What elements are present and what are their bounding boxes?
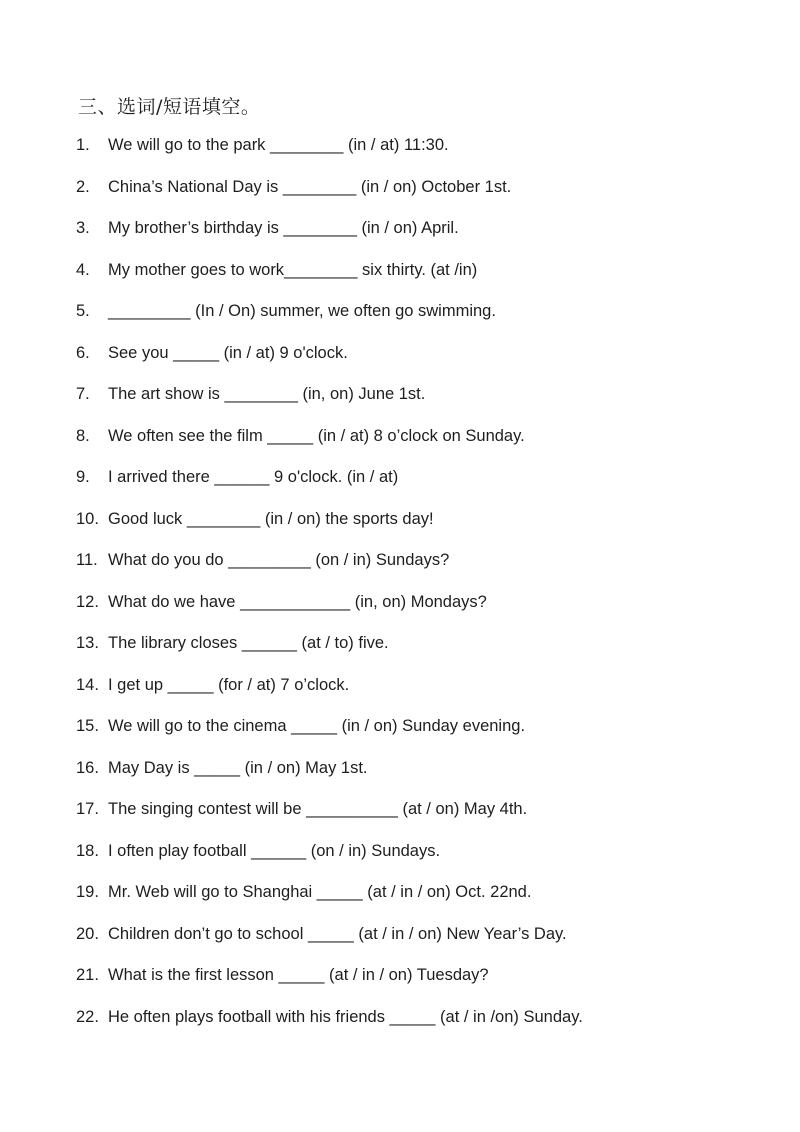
question-text: He often plays football with his friends _____ (at / in /on) Sunday.: [108, 1007, 583, 1026]
question-number: 11.: [76, 551, 98, 569]
question-text: What do we have ____________ (in, on) Mondays?: [108, 592, 487, 611]
question-number: 1.: [76, 136, 90, 154]
question-number: 22.: [76, 1007, 99, 1026]
question-text: See you _____ (in / at) 9 o'clock.: [108, 343, 348, 362]
question-item: [76, 715, 776, 757]
question-text: The library closes ______ (at / to) five.: [108, 634, 389, 652]
question-item: [76, 840, 776, 882]
question-item: [76, 300, 776, 342]
question-item: [76, 383, 776, 425]
question-number: 21.: [76, 966, 99, 984]
question-item: [76, 632, 776, 674]
question-item: [76, 674, 776, 716]
question-item: [76, 217, 776, 259]
question-item: [76, 757, 776, 799]
question-text: My mother goes to work________ six thirty. (at /in): [108, 260, 478, 279]
question-text: Mr. Web will go to Shanghai _____ (at / in / on) Oct. 22nd.: [108, 883, 532, 901]
question-number: 8.: [76, 426, 90, 445]
question-number: 19.: [76, 883, 99, 901]
question-number: 10.: [76, 509, 99, 528]
question-text: What is the first lesson _____ (at / in / on) Tuesday?: [108, 966, 489, 984]
question-item: [76, 591, 776, 633]
question-text: Good luck ________ (in / on) the sports day!: [108, 509, 434, 528]
question-item: [76, 425, 776, 467]
question-text: We will go to the cinema _____ (in / on) Sunday evening.: [108, 717, 526, 735]
question-list: [76, 134, 776, 1047]
question-text: The singing contest will be __________ (at / on) May 4th.: [108, 800, 528, 818]
question-text: Children don’t go to school _____ (at / in / on) New Year’s Day.: [108, 924, 567, 943]
question-number: 9.: [76, 468, 90, 486]
question-text: My brother’s birthday is ________ (in / on) April.: [108, 219, 459, 237]
question-text: I arrived there ______ 9 o'clock. (in / at): [108, 468, 399, 486]
question-number: 5.: [76, 302, 90, 320]
question-number: 13.: [76, 634, 99, 652]
question-item: [76, 798, 776, 840]
question-item: [76, 259, 776, 301]
question-item: [76, 964, 776, 1006]
question-number: 15.: [76, 717, 99, 735]
question-item: [76, 466, 776, 508]
question-number: 7.: [76, 385, 90, 403]
question-text: What do you do _________ (on / in) Sundays?: [108, 551, 450, 569]
question-number: 18.: [76, 841, 99, 860]
question-number: 20.: [76, 924, 99, 943]
question-number: 4.: [76, 260, 90, 279]
question-item: [76, 549, 776, 591]
question-item: [76, 881, 776, 923]
question-text: China’s National Day is ________ (in / on) October 1st.: [108, 177, 512, 196]
question-number: 17.: [76, 800, 99, 818]
question-number: 3.: [76, 219, 90, 237]
question-text: I often play football ______ (on / in) Sundays.: [108, 841, 441, 860]
question-text: May Day is _____ (in / on) May 1st.: [108, 758, 368, 777]
question-number: 6.: [76, 343, 90, 362]
question-number: 16.: [76, 758, 99, 777]
question-number: 12.: [76, 592, 99, 611]
question-item: [76, 1006, 776, 1048]
section-title: 三、选词/短语填空。: [78, 96, 261, 118]
question-text: We often see the film _____ (in / at) 8 o’clock on Sunday.: [108, 426, 525, 445]
question-number: 14.: [76, 675, 99, 694]
question-item: [76, 176, 776, 218]
question-item: [76, 134, 776, 176]
question-item: [76, 923, 776, 965]
question-number: 2.: [76, 177, 90, 196]
question-text: The art show is ________ (in, on) June 1st.: [108, 385, 426, 403]
question-text: _________ (In / On) summer, we often go swimming.: [108, 302, 496, 320]
question-item: [76, 342, 776, 384]
question-text: We will go to the park ________ (in / at) 11:30.: [108, 136, 449, 154]
question-text: I get up _____ (for / at) 7 o’clock.: [108, 675, 350, 694]
question-item: [76, 508, 776, 550]
